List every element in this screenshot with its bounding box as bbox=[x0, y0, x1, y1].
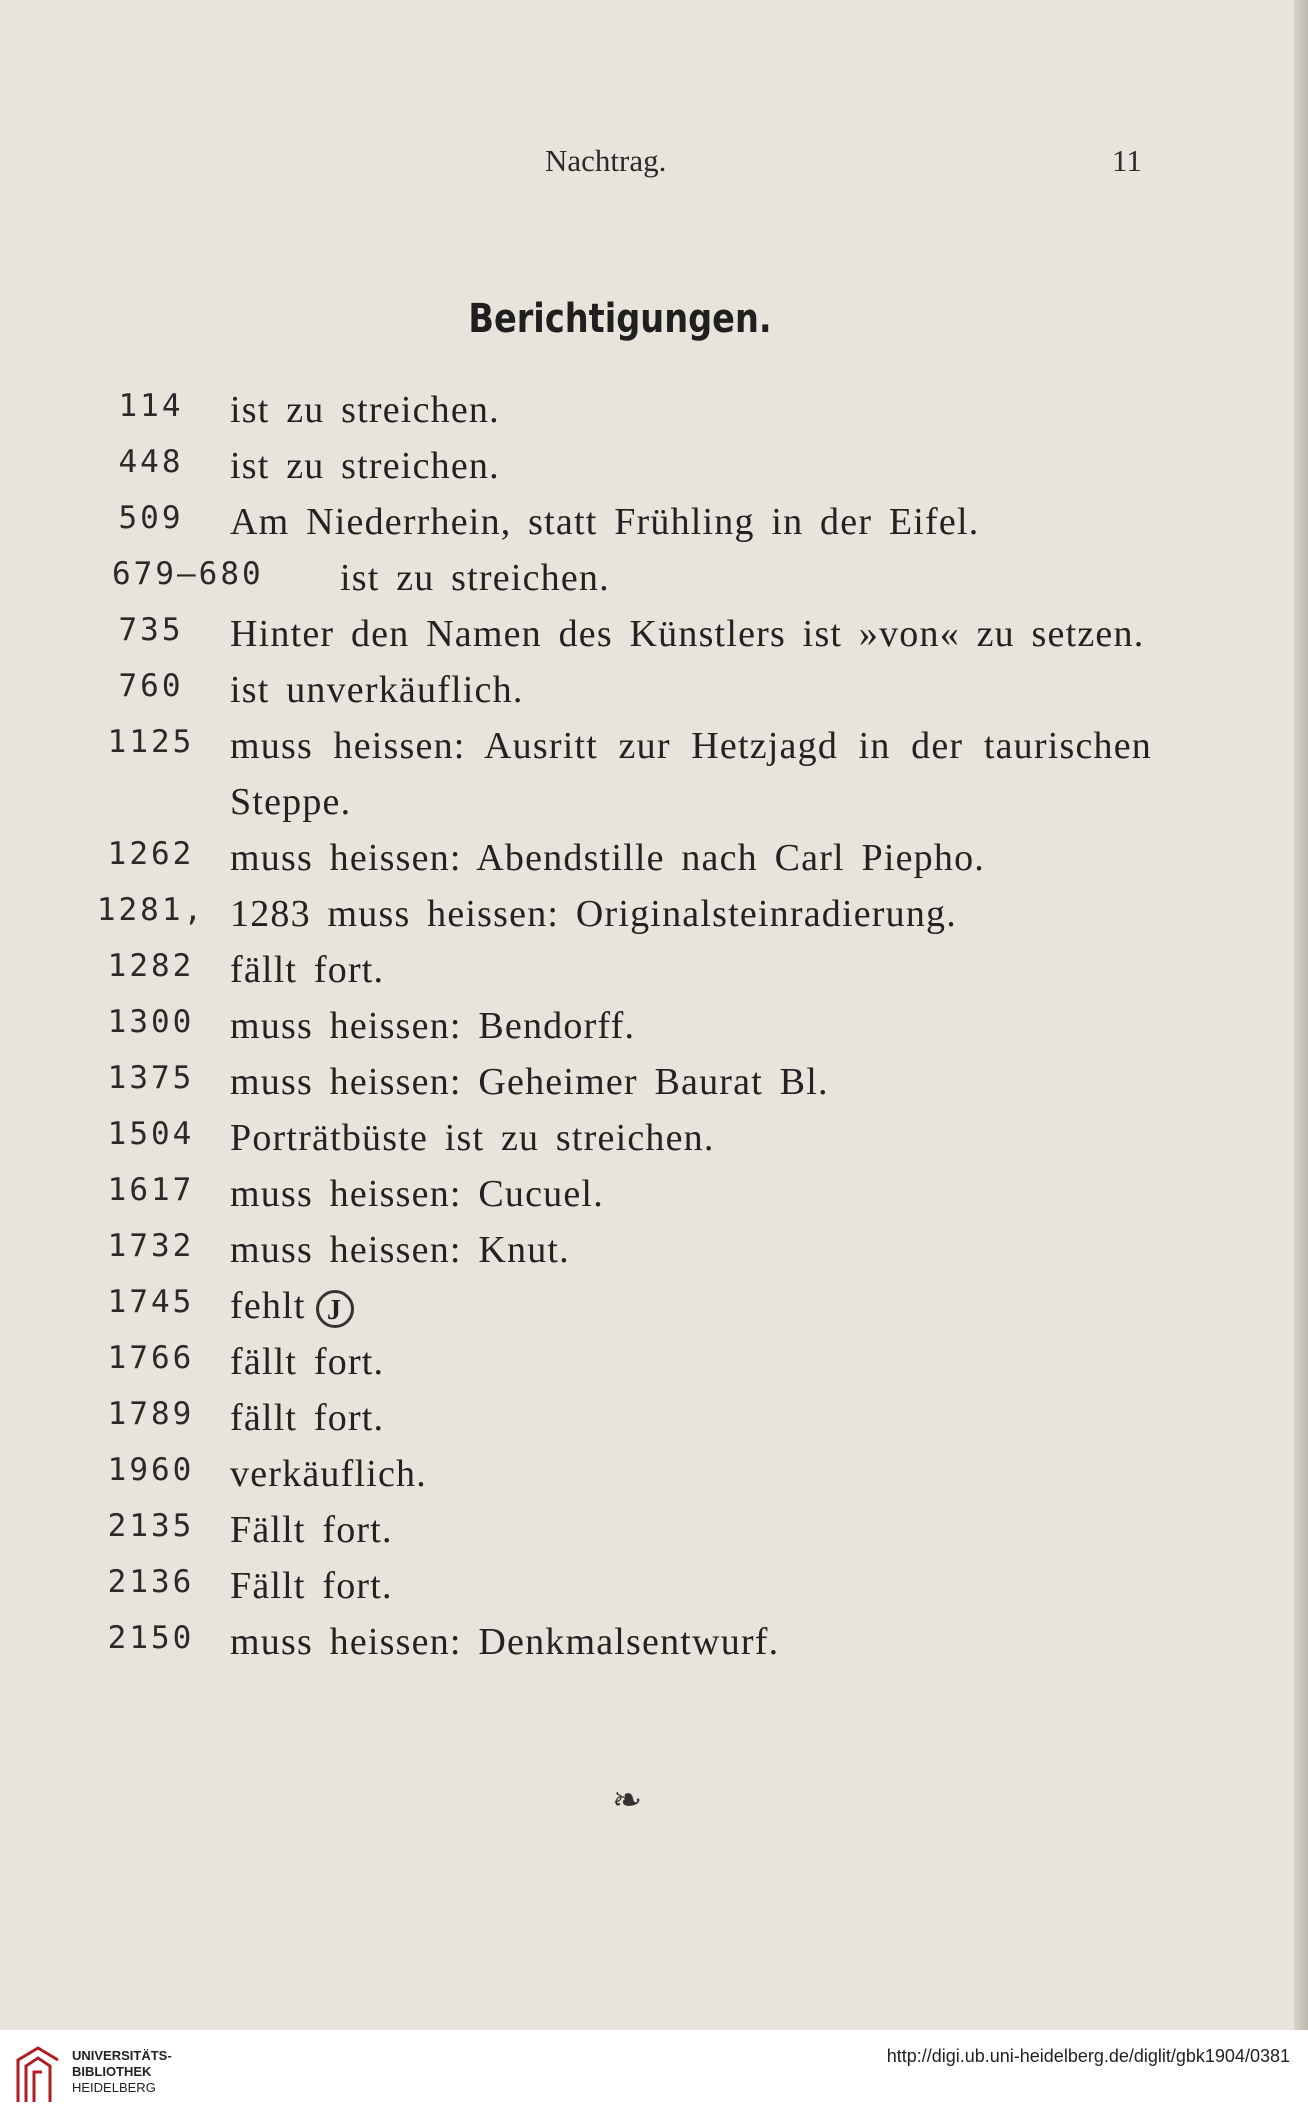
corrections-list bbox=[0, 382, 1308, 1670]
list-item bbox=[0, 1222, 1308, 1278]
list-item bbox=[0, 662, 1308, 718]
entry-number: 679—680 bbox=[112, 556, 264, 592]
list-item bbox=[0, 1278, 1308, 1334]
entry-number: 448 bbox=[118, 444, 184, 480]
entry-number: 2136 bbox=[107, 1564, 195, 1600]
list-item bbox=[0, 1054, 1308, 1110]
entry-text: ist zu streichen. bbox=[340, 557, 610, 599]
entry-number: 2135 bbox=[107, 1508, 195, 1544]
entry-text: Fällt fort. bbox=[230, 1565, 393, 1607]
list-item bbox=[0, 998, 1308, 1054]
entry-number: 1789 bbox=[107, 1396, 195, 1432]
logo-line: UNIVERSITÄTS- bbox=[72, 2048, 172, 2063]
entry-number: 1504 bbox=[107, 1116, 195, 1152]
entry-text: muss heissen: Cucuel. bbox=[230, 1173, 604, 1215]
entry-number: 1281, bbox=[96, 892, 206, 928]
entry-number: 1262 bbox=[107, 836, 195, 872]
list-item bbox=[0, 494, 1308, 550]
list-item bbox=[0, 718, 1308, 830]
list-item bbox=[0, 1614, 1308, 1670]
entry-text: fällt fort. bbox=[230, 1397, 385, 1439]
list-item bbox=[0, 1110, 1308, 1166]
entry-number: 509 bbox=[118, 500, 184, 536]
list-item bbox=[0, 830, 1308, 886]
library-logo-icon bbox=[12, 2042, 64, 2106]
entry-number: 735 bbox=[118, 612, 184, 648]
entry-text: Am Niederrhein, statt Frühling in der Eifel. bbox=[230, 501, 980, 543]
page-number: 11 bbox=[1112, 143, 1142, 178]
entry-number: 760 bbox=[118, 668, 184, 704]
logo-line: HEIDELBERG bbox=[72, 2080, 156, 2095]
entry-text: verkäuflich. bbox=[230, 1453, 427, 1495]
entry-number: 1960 bbox=[107, 1452, 195, 1488]
entry-number: 1745 bbox=[107, 1284, 195, 1320]
list-item bbox=[0, 1390, 1308, 1446]
list-item bbox=[0, 1334, 1308, 1390]
entry-number: 2150 bbox=[107, 1620, 195, 1656]
entry-number: 114 bbox=[118, 388, 184, 424]
list-item bbox=[0, 438, 1308, 494]
list-item bbox=[0, 886, 1308, 942]
library-logo-text bbox=[72, 2048, 172, 2096]
entry-number: 1732 bbox=[107, 1228, 195, 1264]
list-item bbox=[0, 1446, 1308, 1502]
entry-text: ist unverkäuflich. bbox=[230, 669, 524, 711]
footer-bar bbox=[0, 2030, 1308, 2126]
entry-text: ist zu streichen. bbox=[230, 389, 500, 431]
entry-text: Porträtbüste ist zu streichen. bbox=[230, 1117, 715, 1159]
entry-text: Fällt fort. bbox=[230, 1509, 393, 1551]
list-item bbox=[0, 550, 1308, 606]
entry-number: 1375 bbox=[107, 1060, 195, 1096]
entry-text: muss heissen: Knut. bbox=[230, 1229, 570, 1271]
entry-number: 1617 bbox=[107, 1172, 195, 1208]
list-item bbox=[0, 606, 1308, 662]
entry-text: Hinter den Namen des Künstlers ist »von« zu setzen. bbox=[230, 613, 1145, 655]
list-item bbox=[0, 1166, 1308, 1222]
entry-number: 1282 bbox=[107, 948, 195, 984]
logo-line: BIBLIOTHEK bbox=[72, 2064, 152, 2079]
section-title: Berichtigungen. bbox=[468, 296, 772, 342]
source-url-link[interactable]: http://digi.ub.uni-heidelberg.de/diglit/gbk1904/0381 bbox=[886, 2046, 1290, 2066]
entry-text: ist zu streichen. bbox=[230, 445, 500, 487]
entry-text: fällt fort. bbox=[230, 949, 385, 991]
entry-text: 1283 muss heissen: Originalsteinradierung. bbox=[230, 893, 957, 935]
entry-text-with-mark bbox=[230, 1278, 1152, 1334]
ornament-icon: ❧ bbox=[612, 1780, 643, 1821]
entry-text: muss heissen: Ausritt zur Hetzjagd in der taurischen Steppe. bbox=[230, 725, 1152, 823]
running-head-title: Nachtrag. bbox=[545, 143, 667, 178]
entry-text: muss heissen: Denkmalsentwurf. bbox=[230, 1621, 780, 1663]
entry-number: 1300 bbox=[107, 1004, 195, 1040]
entry-text: muss heissen: Abendstille nach Carl Piepho. bbox=[230, 837, 985, 879]
circled-j-mark: J bbox=[316, 1290, 354, 1328]
entry-text: muss heissen: Geheimer Baurat Bl. bbox=[230, 1061, 829, 1103]
list-item bbox=[0, 942, 1308, 998]
entry-text: fällt fort. bbox=[230, 1341, 385, 1383]
entry-text: fehlt bbox=[230, 1285, 306, 1327]
entry-number: 1766 bbox=[107, 1340, 195, 1376]
entry-number: 1125 bbox=[107, 724, 195, 760]
list-item bbox=[0, 1558, 1308, 1614]
list-item bbox=[0, 382, 1308, 438]
entry-text: muss heissen: Bendorff. bbox=[230, 1005, 636, 1047]
list-item bbox=[0, 1502, 1308, 1558]
